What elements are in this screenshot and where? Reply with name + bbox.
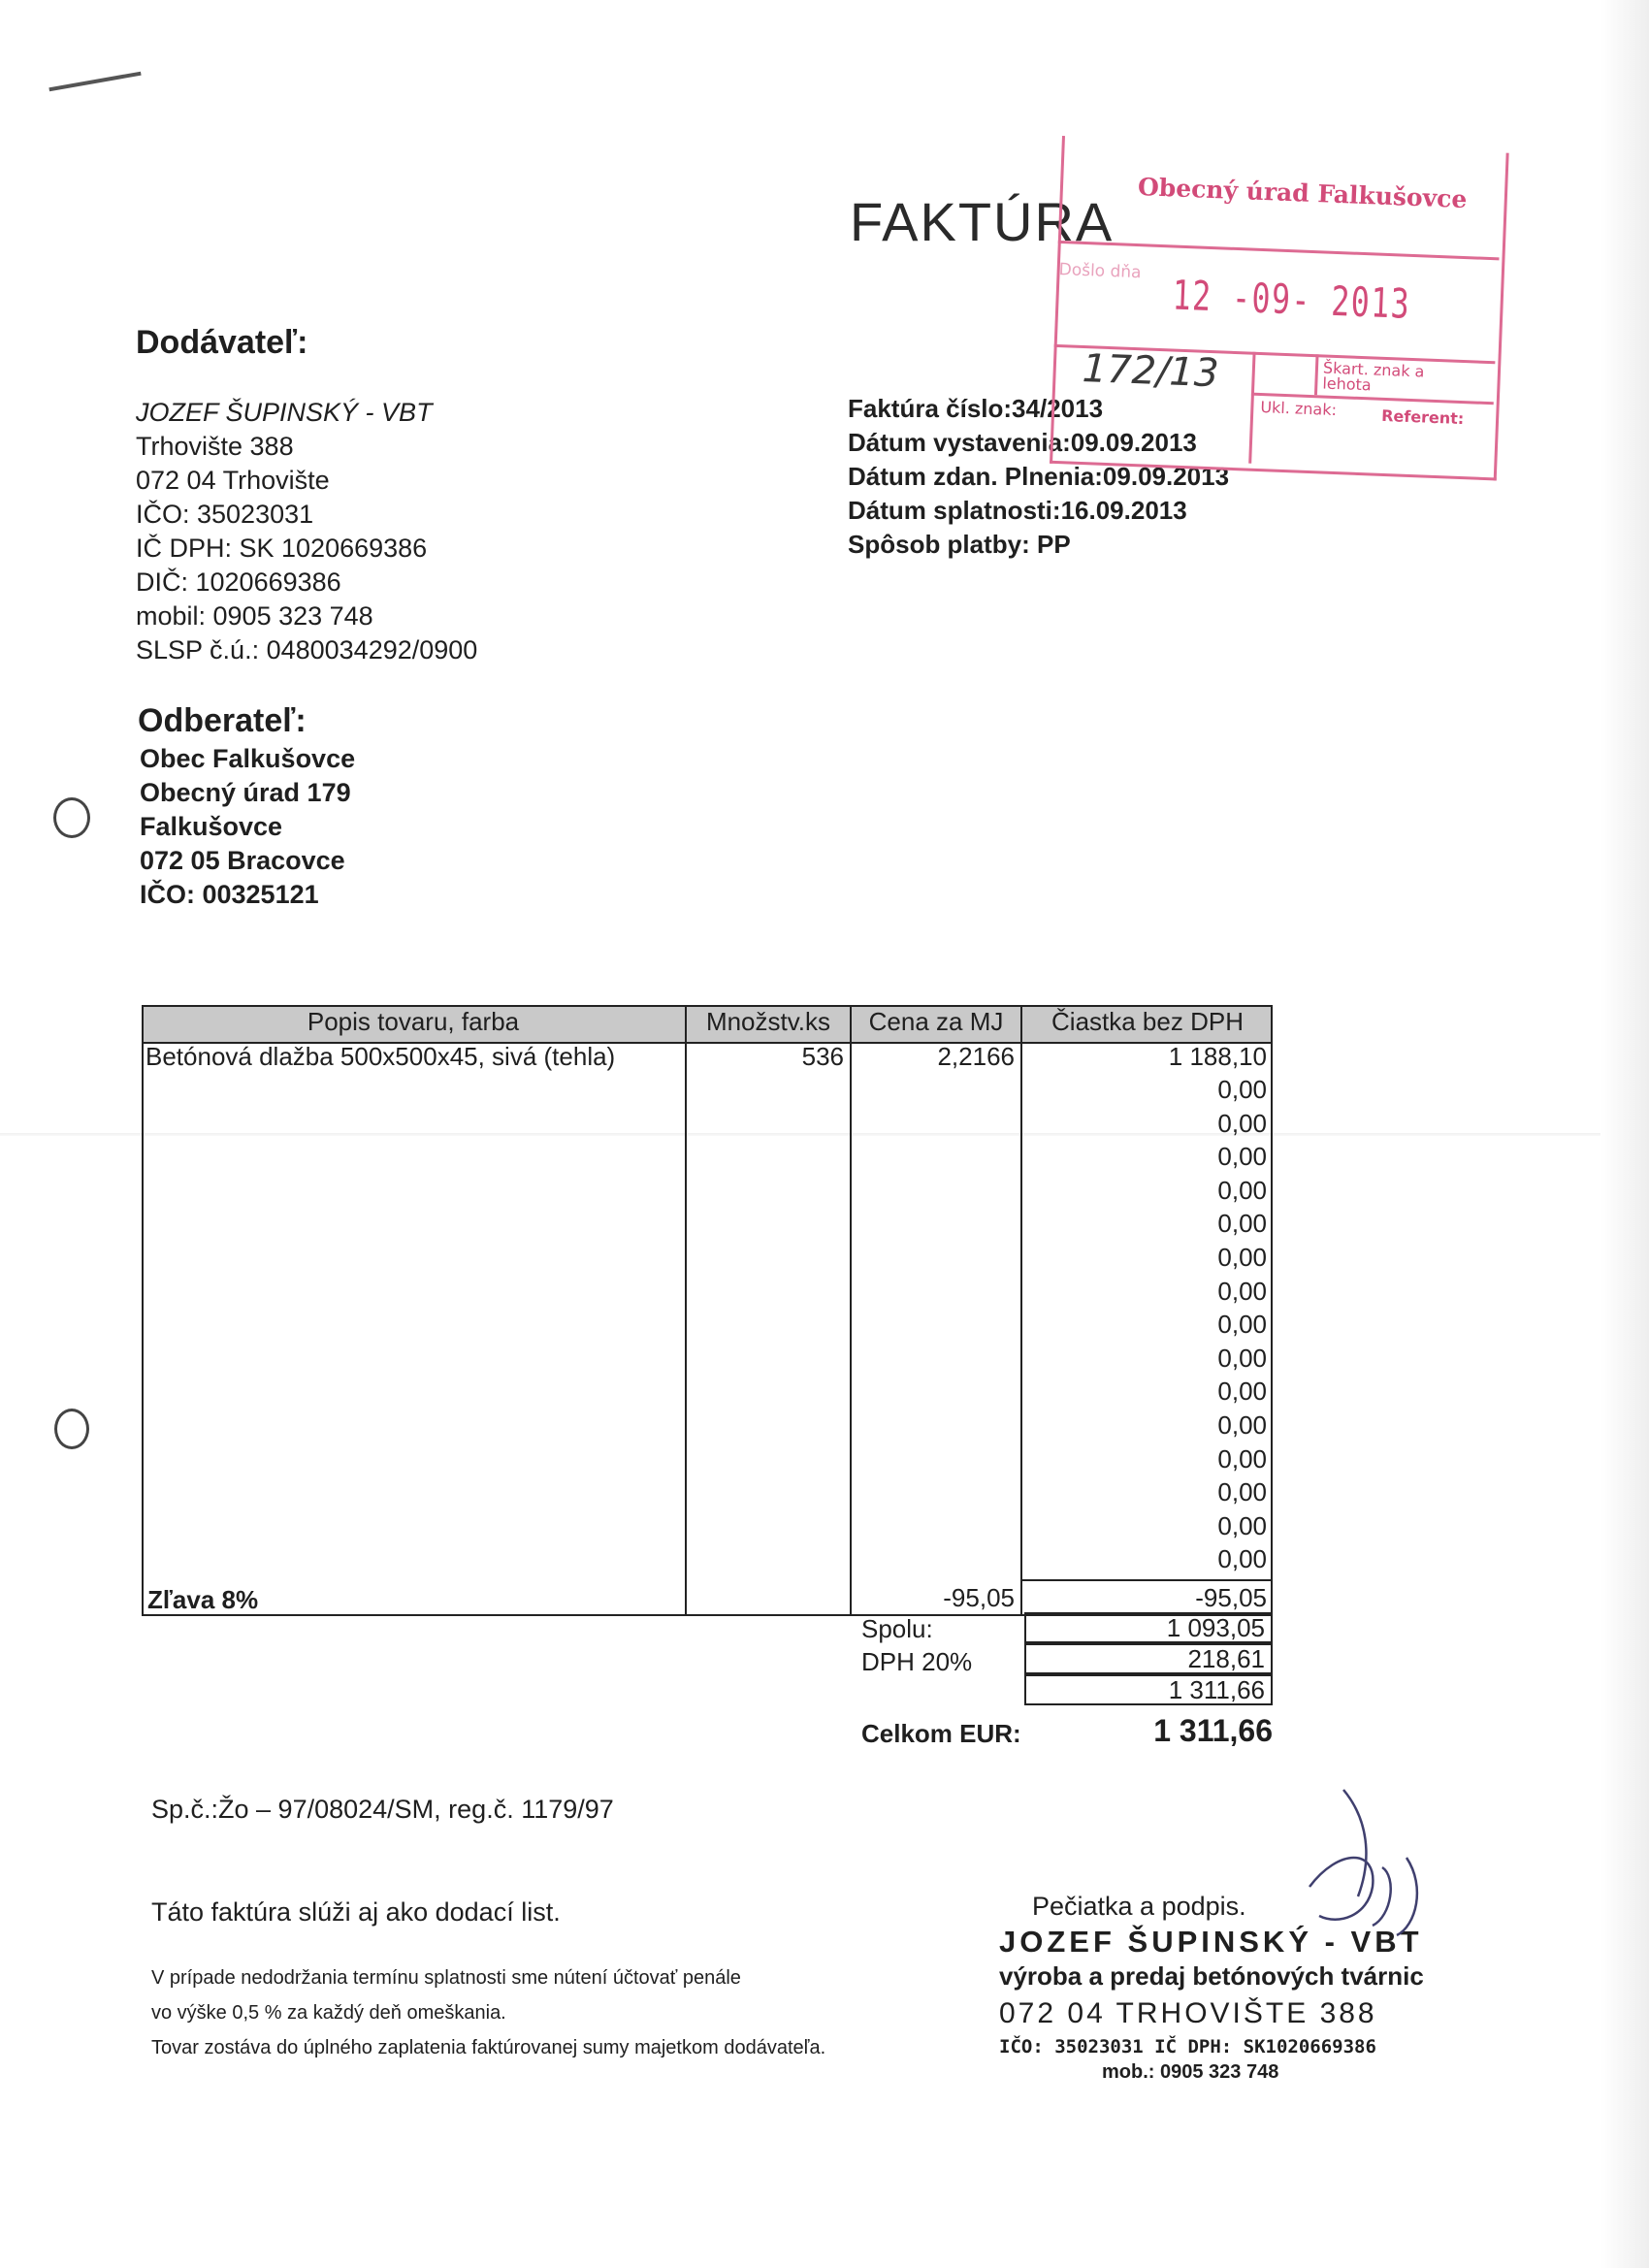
supplier-bank-account: SLSP č.ú.: 0480034292/0900 (136, 635, 478, 664)
seal-name: JOZEF ŠUPINSKÝ - VBT (999, 1925, 1423, 1959)
subtotal-box (1024, 1612, 1273, 1643)
supplier-block (136, 396, 477, 667)
gross-box (1024, 1674, 1273, 1705)
discount-unit-price: -95,05 (943, 1583, 1015, 1612)
empty-amount-cell: 0,00 (1217, 1075, 1267, 1104)
item-quantity: 536 (801, 1042, 844, 1071)
empty-amount-cell: 0,00 (1217, 1377, 1267, 1407)
vat-label: DPH 20% (861, 1647, 973, 1676)
empty-amount-cell: 0,00 (1217, 1175, 1267, 1205)
empty-amount-cell: 0,00 (1217, 1142, 1267, 1172)
item-unit-price: 2,2166 (937, 1042, 1015, 1071)
customer-heading: Odberateľ: (138, 702, 307, 739)
gross-value: 1 311,66 (1168, 1675, 1265, 1704)
supplier-name: JOZEF ŠUPINSKÝ - VBT (136, 398, 433, 427)
empty-amount-cell: 0,00 (1217, 1410, 1267, 1440)
empty-amount-cell: 0,00 (1217, 1310, 1267, 1340)
due-date: Dátum splatnosti:16.09.2013 (848, 496, 1187, 525)
empty-amount-cell: 0,00 (1217, 1477, 1267, 1507)
signature (1280, 1780, 1445, 1955)
item-description: Betónová dlažba 500x500x45, sivá (tehla) (146, 1042, 616, 1071)
customer-zip-town: 072 05 Bracovce (140, 846, 345, 875)
stamp-ukl-label: Ukl. znak: (1260, 398, 1338, 420)
customer-city: Falkušovce (140, 812, 283, 841)
supplier-city: 072 04 Trhovište (136, 466, 330, 495)
issue-date: Dátum vystavenia:09.09.2013 (848, 428, 1197, 457)
seal-mobile: mob.: 0905 323 748 (1102, 2061, 1279, 2083)
signature-label: Pečiatka a podpis. (1032, 1892, 1246, 1921)
stamp-referent-label: Referent: (1380, 405, 1465, 429)
empty-amount-cell: 0,00 (1217, 1276, 1267, 1306)
empty-amount-cell: 0,00 (1217, 1510, 1267, 1540)
payment-method: Spôsob platby: PP (848, 530, 1071, 559)
right-edge-shadow (1600, 0, 1649, 2268)
customer-name: Obec Falkušovce (140, 744, 356, 773)
empty-amount-cell: 0,00 (1217, 1544, 1267, 1574)
discount-amount: -95,05 (1195, 1583, 1267, 1612)
items-table (142, 1005, 1273, 1616)
supplier-mobile: mobil: 0905 323 748 (136, 601, 373, 631)
vat-box (1024, 1643, 1273, 1674)
discount-label: Zľava 8% (147, 1585, 259, 1614)
tax-date: Dátum zdan. Plnenia:09.09.2013 (848, 462, 1230, 491)
vat-value: 218,61 (1187, 1644, 1265, 1673)
registry-stamp (1050, 136, 1508, 482)
seal-address: 072 04 TRHOVIŠTE 388 (999, 1997, 1377, 2029)
header-unit-price: Cena za MJ (868, 1007, 1004, 1036)
stamp-received-label: Došlo dňa (1058, 259, 1142, 283)
stamp-office-name: Obecný úrad Falkušovce (1137, 173, 1468, 214)
delivery-note-text: Táto faktúra slúži aj ako dodací list. (151, 1897, 561, 1927)
subtotal-value: 1 093,05 (1166, 1613, 1265, 1642)
customer-ico: IČO: 00325121 (140, 880, 319, 909)
seal-ids: IČO: 35023031 IČ DPH: SK1020669386 (999, 2036, 1376, 2057)
empty-amount-cell: 0,00 (1217, 1243, 1267, 1272)
supplier-ic-dph: IČ DPH: SK 1020669386 (136, 534, 428, 563)
empty-amount-cell: 0,00 (1217, 1343, 1267, 1373)
item-amount: 1 188,10 (1168, 1042, 1267, 1071)
supplier-dic: DIČ: 1020669386 (136, 567, 341, 597)
empty-amount-cell: 0,00 (1217, 1108, 1267, 1138)
supplier-heading: Dodávateľ: (136, 324, 308, 361)
customer-block (140, 742, 355, 912)
staple-mark (48, 72, 141, 92)
supplier-street: Trhovište 388 (136, 432, 294, 461)
header-amount: Čiastka bez DPH (1051, 1007, 1244, 1036)
subtotal-label: Spolu: (861, 1614, 933, 1643)
invoice-number: Faktúra číslo:34/2013 (848, 394, 1104, 423)
seal-activity: výroba a predaj betónových tvárnic (999, 1961, 1424, 1991)
punch-hole-bottom (54, 1409, 89, 1449)
empty-amount-cell: 0,00 (1217, 1209, 1267, 1239)
penalty-text-1: V prípade nedodržania termínu splatnosti sme nútení účtovať penále (151, 1967, 741, 1989)
empty-amount-cell: 0,00 (1217, 1443, 1267, 1474)
document-title: FAKTÚRA (850, 191, 1115, 252)
customer-office: Obecný úrad 179 (140, 778, 351, 807)
stamp-reg-number: 172/13 (1081, 345, 1220, 397)
total-label: Celkom EUR: (861, 1719, 1021, 1748)
total-value: 1 311,66 (1153, 1713, 1273, 1748)
ownership-text: Tovar zostáva do úplného zaplatenia faktúrovanej sumy majetkom dodávateľa. (151, 2037, 826, 2058)
punch-hole-top (53, 797, 90, 838)
stamp-received-date: 12 -09- 2013 (1171, 271, 1412, 328)
header-description: Popis tovaru, farba (307, 1007, 520, 1036)
header-quantity: Množstv.ks (705, 1007, 831, 1036)
stamp-skart-label: Škart. znak a lehota (1322, 358, 1425, 395)
registration-info: Sp.č.:Žo – 97/08024/SM, reg.č. 1179/97 (151, 1795, 614, 1824)
penalty-text-2: vo výške 0,5 % za každý deň omeškania. (151, 2002, 506, 2024)
supplier-ico: IČO: 35023031 (136, 500, 314, 529)
